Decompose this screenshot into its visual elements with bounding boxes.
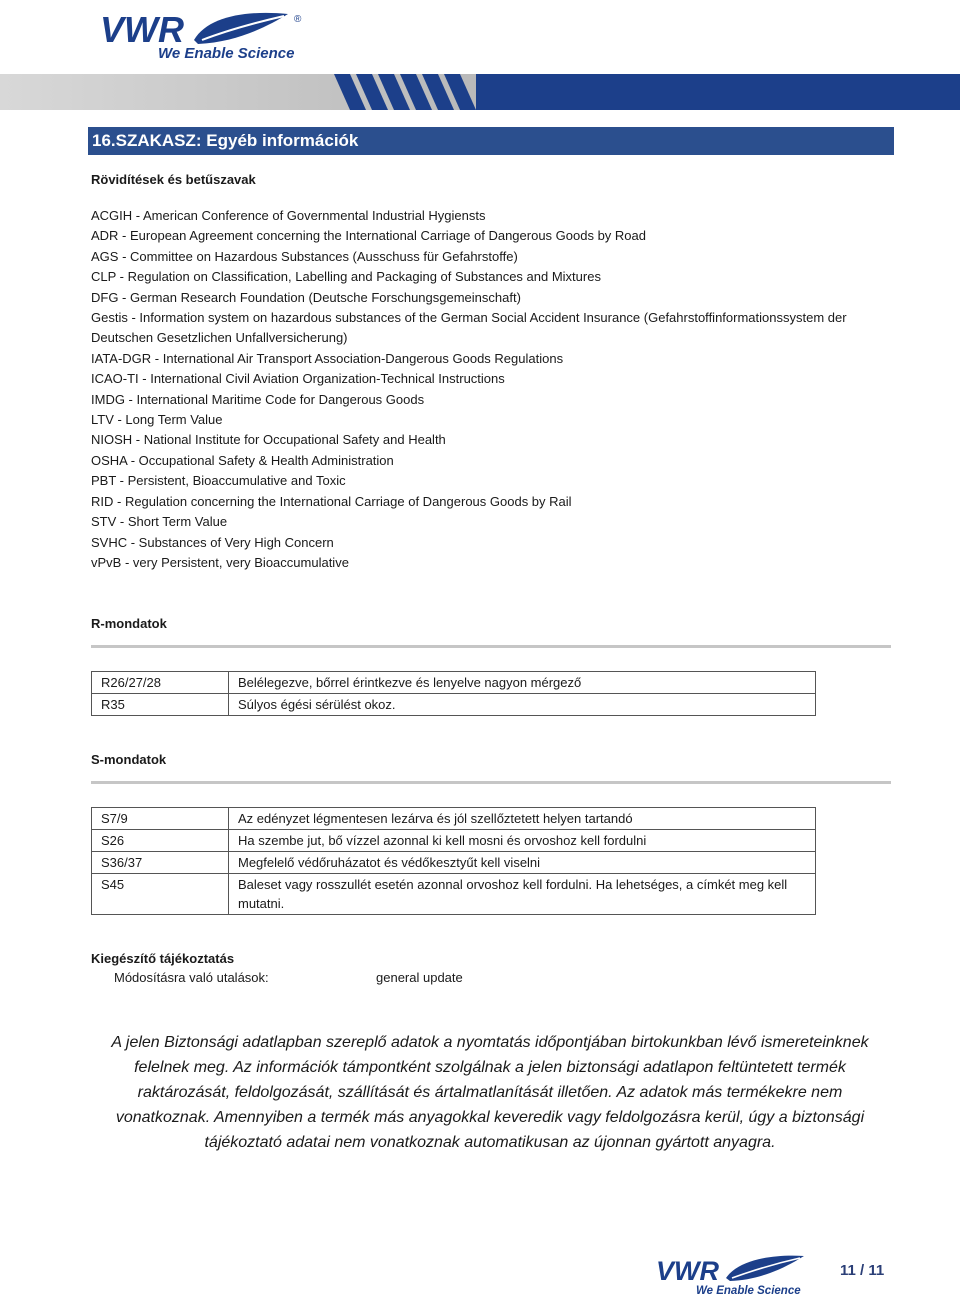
phrase-code: R26/27/28 xyxy=(92,672,229,694)
vwr-logo xyxy=(98,6,312,62)
phrase-text: Baleset vagy rosszullét esetén azonnal orvoshoz kell fordulni. Ha lehetséges, a címkét meg kell mutatni. xyxy=(229,874,816,915)
list-item: NIOSH - National Institute for Occupational Safety and Health xyxy=(91,432,446,448)
section-title: 16.SZAKASZ: Egyéb információk xyxy=(88,127,894,155)
table-row xyxy=(92,874,816,915)
header-band xyxy=(0,74,960,110)
phrase-text: Megfelelő védőruházatot és védőkesztyűt kell viselni xyxy=(229,852,816,874)
vwr-logo-tagline: We Enable Science xyxy=(158,45,295,62)
table-row xyxy=(92,694,816,716)
table-row xyxy=(92,852,816,874)
table-row xyxy=(92,830,816,852)
additional-info-heading: Kiegészítő tájékoztatás xyxy=(91,951,235,966)
phrase-text: Súlyos égési sérülést okoz. xyxy=(229,694,816,716)
phrase-text: Belélegezve, bőrrel érintkezve és lenyelve nagyon mérgező xyxy=(229,672,816,694)
phrase-text: Ha szembe jut, bő vízzel azonnal ki kell mosni és orvoshoz kell fordulni xyxy=(229,830,816,852)
phrase-text: Az edényzet légmentesen lezárva és jól szellőztetett helyen tartandó xyxy=(229,808,816,830)
list-item: OSHA - Occupational Safety & Health Administration xyxy=(91,452,394,468)
vwr-footer-logo xyxy=(654,1250,814,1298)
r-phrases-heading: R-mondatok xyxy=(91,616,167,631)
phrase-code: S36/37 xyxy=(92,852,229,874)
r-phrases-table xyxy=(91,671,816,716)
divider xyxy=(91,781,891,784)
list-item: Gestis - Information system on hazardous substances of the German Social Accident Insurance (Gefahrstoffinformationssystem der Deutschen Gesetzlichen Unfallversicherung) xyxy=(91,310,847,346)
vwr-logo-wordmark: VWR xyxy=(100,9,184,50)
phrase-code: S26 xyxy=(92,830,229,852)
list-item: PBT - Persistent, Bioaccumulative and Toxic xyxy=(91,473,346,489)
registered-mark: ® xyxy=(294,14,302,25)
page-number: 11 / 11 xyxy=(840,1262,885,1279)
table-row xyxy=(92,672,816,694)
revision-value: general update xyxy=(376,970,463,985)
vwr-logo-wordmark: VWR xyxy=(656,1256,719,1286)
phrase-code: S45 xyxy=(92,874,229,915)
list-item: ICAO-TI - International Civil Aviation Organization-Technical Instructions xyxy=(91,371,505,387)
list-item: vPvB - very Persistent, very Bioaccumulative xyxy=(91,554,349,570)
table-row xyxy=(92,808,816,830)
phrase-code: R35 xyxy=(92,694,229,716)
list-item: IATA-DGR - International Air Transport Association-Dangerous Goods Regulations xyxy=(91,350,564,366)
s-phrases-heading: S-mondatok xyxy=(91,752,167,767)
phrase-code: S7/9 xyxy=(92,808,229,830)
list-item: LTV - Long Term Value xyxy=(91,412,223,428)
vwr-logo-tagline: We Enable Science xyxy=(696,1285,801,1297)
list-item: ADR - European Agreement concerning the International Carriage of Dangerous Goods by Road xyxy=(91,228,646,244)
list-item: CLP - Regulation on Classification, Labelling and Packaging of Substances and Mixtures xyxy=(91,269,601,285)
abbreviation-list xyxy=(91,206,881,573)
abbreviations-heading: Rövidítések és betűszavak xyxy=(91,172,256,187)
revision-label: Módosításra való utalások: xyxy=(114,970,269,985)
list-item: AGS - Committee on Hazardous Substances (Ausschuss für Gefahrstoffe) xyxy=(91,248,518,264)
list-item: STV - Short Term Value xyxy=(91,514,228,530)
divider xyxy=(91,645,891,648)
list-item: RID - Regulation concerning the International Carriage of Dangerous Goods by Rail xyxy=(91,493,572,509)
list-item: IMDG - International Maritime Code for Dangerous Goods xyxy=(91,391,425,407)
list-item: ACGIH - American Conference of Governmental Industrial Hygiensts xyxy=(91,208,486,223)
list-item: DFG - German Research Foundation (Deutsche Forschungsgemeinschaft) xyxy=(91,289,521,305)
disclaimer-text: A jelen Biztonsági adatlapban szereplő adatok a nyomtatás időpontjában birtokunkban lévő ismereteinknek felelnek meg. Az információk támpontként szolgálnak a jelen biztonsági adatlapon feltüntetett termék raktározását, feldolgozását, szállítását és ártalmatlanítását illetően. Az adatok más termékekre nem vonatkoznak. Amennyiben a termék más anyagokkal keveredik vagy feldolgozásra kerül, úgy a biztonsági tájékoztató adatai nem vonatkoznak automatikusan az újonnan gyártott anyagra. xyxy=(111,1034,869,1151)
list-item: SVHC - Substances of Very High Concern xyxy=(91,534,334,550)
s-phrases-table xyxy=(91,807,816,915)
